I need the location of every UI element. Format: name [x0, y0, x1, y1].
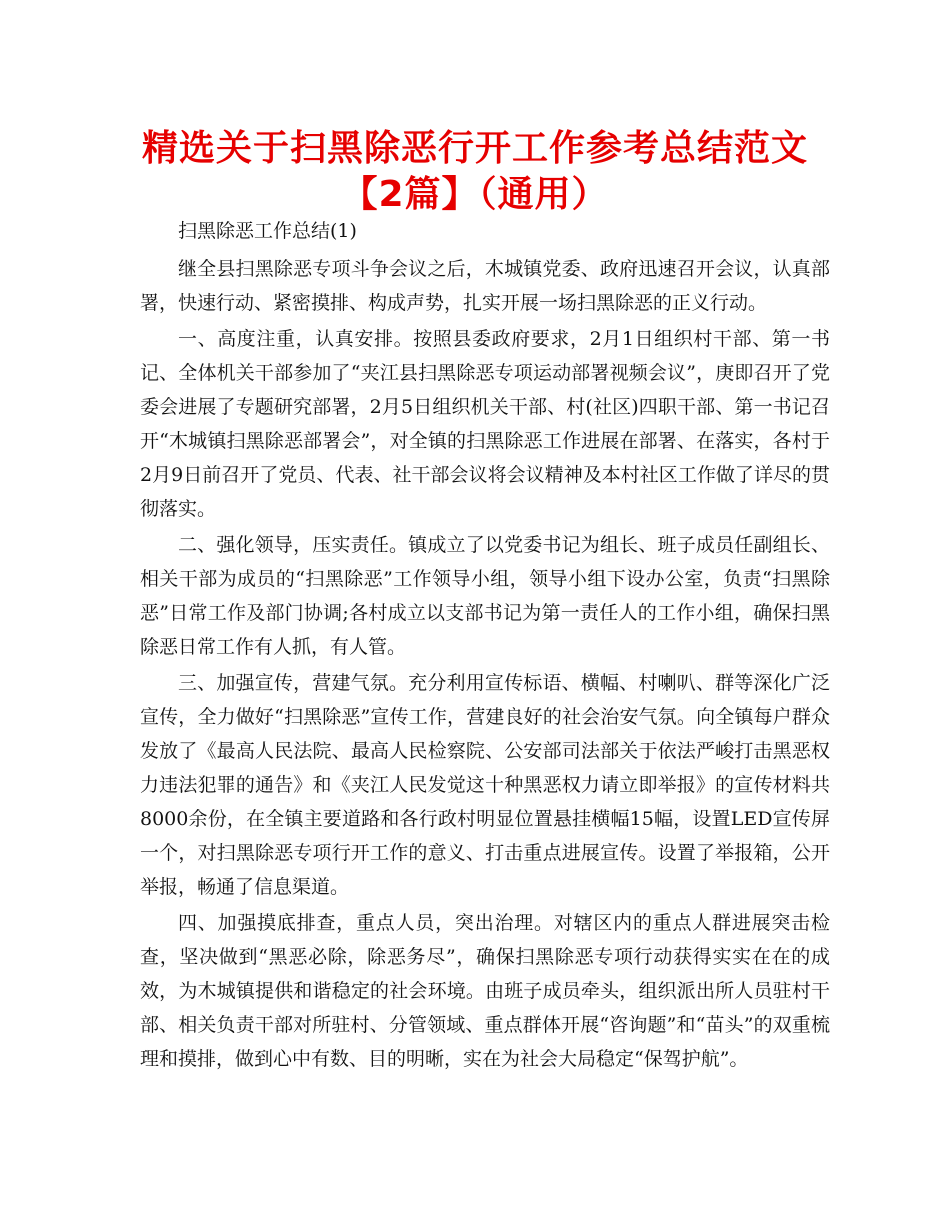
paragraph-3: 三、加强宣传，营建气氛。充分利用宣传标语、横幅、村喇叭、群等深化广泛宣传，全力做好“扫黑除恶”宣传工作，营建良好的社会治安气氛。向全镇每户群众发放了《最高人民法院、最高人民检察院、公安部司法部关于依法严峻打击黑恶权力违法犯罪的通告》和《夹江人民发觉这十种黑恶权力请立即举报》的宣传材料共8000余份，在全镇主要道路和各行政村明显位置悬挂横幅15幅，设置LED宣传屏一个，对扫黑除恶专项行开工作的意义、打击重点进展宣传。设置了举报箱，公开举报，畅通了信息渠道。 — [140, 672, 830, 898]
document-body — [140, 214, 830, 1078]
document-title: 精选关于扫黑除恶行开工作参考总结范文【2篇】（通用） — [141, 128, 808, 215]
paragraph-4: 四、加强摸底排查，重点人员，突出治理。对辖区内的重点人群进展突击检查，坚决做到“黑恶必除，除恶务尽”，确保扫黑除恶专项行动获得实实在在的成效，为木城镇提供和谐稳定的社会环境。由班子成员牵头，组织派出所人员驻村干部、相关负责干部对所驻村、分管领域、重点群体开展“咨询题”和“苗头”的双重梳理和摸排，做到心中有数、目的明晰，实在为社会大局稳定“保驾护航”。 — [140, 912, 830, 1070]
paragraph-1: 一、高度注重，认真安排。按照县委政府要求，2月1日组织村干部、第一书记、全体机关干部参加了“夹江县扫黑除恶专项运动部署视频会议”，庚即召开了党委会进展了专题研究部署，2月5日组织机关干部、村(社区)四职干部、第一书记召开“木城镇扫黑除恶部署会”，对全镇的扫黑除恶工作进展在部署、在落实，各村于2月9日前召开了党员、代表、社干部会议将会议精神及本村社区工作做了详尽的贯彻落实。 — [140, 328, 830, 520]
paragraph-2: 二、强化领导，压实责任。镇成立了以党委书记为组长、班子成员任副组长、相关干部为成员的“扫黑除恶”工作领导小组，领导小组下设办公室，负责“扫黑除恶”日常工作及部门协调;各村成立以支部书记为第一责任人的工作小组，确保扫黑除恶日常工作有人抓，有人管。 — [140, 534, 830, 658]
paragraph-intro: 继全县扫黑除恶专项斗争会议之后，木城镇党委、政府迅速召开会议，认真部署，快速行动、紧密摸排、构成声势，扎实开展一场扫黑除恶的正义行动。 — [140, 258, 830, 314]
section-heading: 扫黑除恶工作总结(1) — [178, 220, 357, 242]
